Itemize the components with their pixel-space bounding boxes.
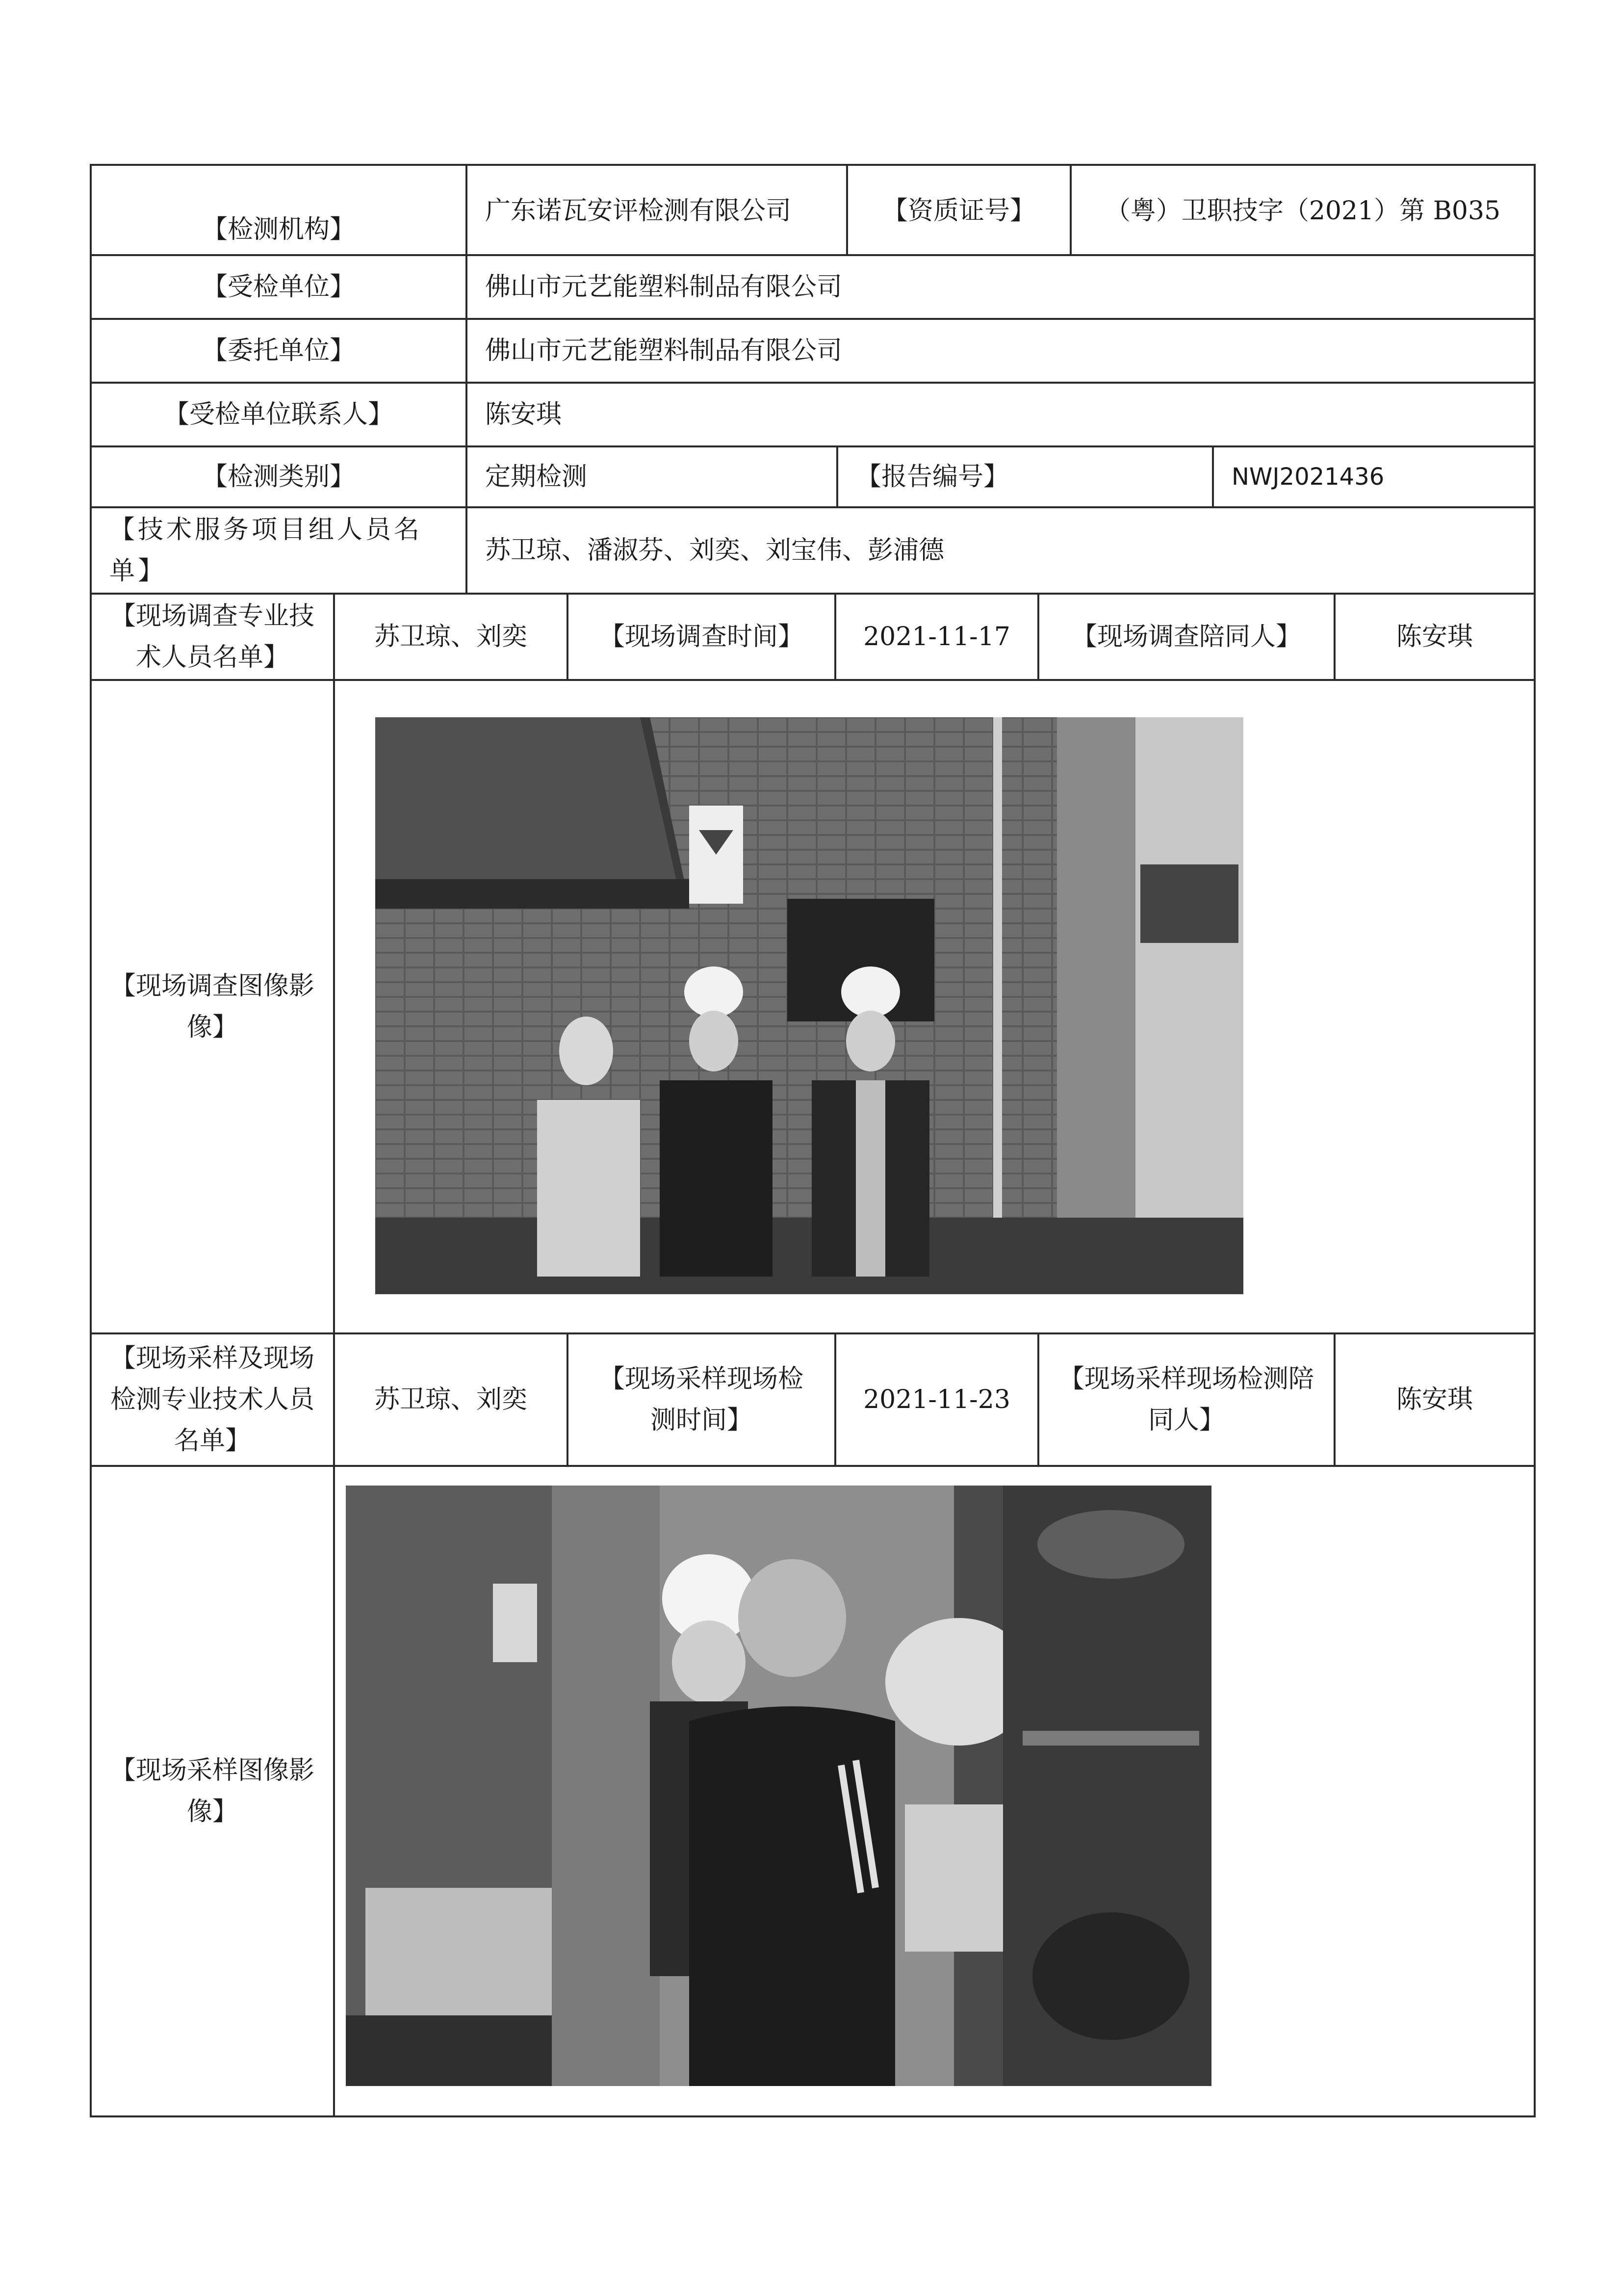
sampling-image-label: 【现场采样图像影像】: [90, 1465, 335, 2117]
survey-escort-label: 【现场调查陪同人】: [1037, 593, 1336, 681]
sampling-photo-drawing: [346, 1486, 1211, 2086]
survey-time-value: 2021-11-17: [834, 593, 1039, 681]
client-label: 【委托单位】: [90, 318, 467, 384]
report-label: 【报告编号】: [836, 445, 1214, 508]
inspected-label: 【受检单位】: [90, 254, 467, 320]
survey-escort-value: 陈安琪: [1334, 593, 1536, 681]
sampling-escort-value: 陈安琪: [1334, 1332, 1536, 1467]
contact-label: 【受检单位联系人】: [90, 382, 467, 447]
survey-time-label: 【现场调查时间】: [566, 593, 836, 681]
survey-photo-image: [375, 717, 1243, 1294]
team-label: 【技术服务项目组人员名单】: [90, 506, 467, 595]
survey-photo-drawing: [375, 717, 1243, 1294]
survey-image-label: 【现场调查图像影像】: [90, 679, 335, 1334]
sampling-photo-image: [346, 1486, 1211, 2086]
agency-value: 广东诺瓦安评检测有限公司: [465, 164, 848, 256]
sampling-escort-label: 【现场采样现场检测陪同人】: [1037, 1332, 1336, 1467]
sampling-staff-value: 苏卫琼、刘奕: [333, 1332, 568, 1467]
survey-staff-label: 【现场调查专业技术人员名单】: [90, 593, 335, 681]
type-label: 【检测类别】: [90, 445, 467, 508]
report-value: NWJ2021436: [1212, 445, 1536, 508]
cert-value: （粤）卫职技字（2021）第 B035: [1070, 164, 1536, 256]
inspected-value: 佛山市元艺能塑料制品有限公司: [465, 254, 1536, 320]
team-value: 苏卫琼、潘淑芬、刘奕、刘宝伟、彭浦德: [465, 506, 1536, 595]
contact-value: 陈安琪: [465, 382, 1536, 447]
type-value: 定期检测: [465, 445, 838, 508]
sampling-staff-label: 【现场采样及现场检测专业技术人员名单】: [90, 1332, 335, 1467]
client-value: 佛山市元艺能塑料制品有限公司: [465, 318, 1536, 384]
sampling-time-value: 2021-11-23: [834, 1332, 1039, 1467]
survey-staff-value: 苏卫琼、刘奕: [333, 593, 568, 681]
sampling-time-label: 【现场采样现场检测时间】: [566, 1332, 836, 1467]
agency-label: 【检测机构】: [90, 164, 467, 256]
cert-label: 【资质证号】: [846, 164, 1072, 256]
